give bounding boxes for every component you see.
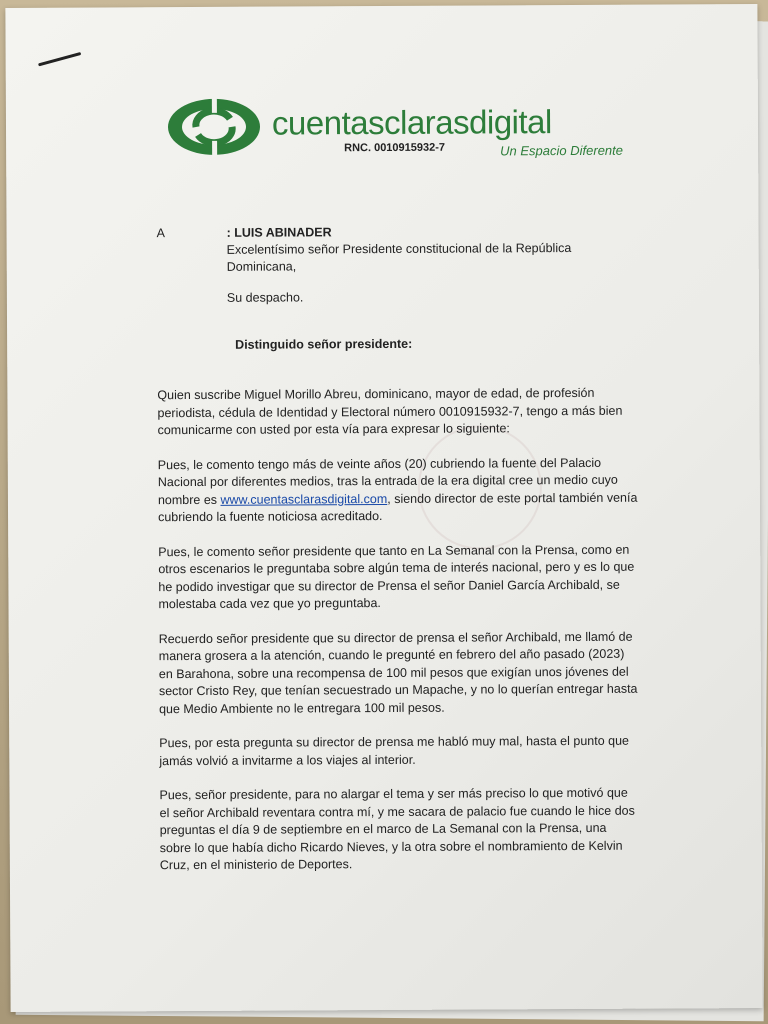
tagline: Un Espacio Diferente	[500, 142, 624, 159]
pen-mark	[38, 52, 81, 67]
addressee-title: Excelentísimo señor Presidente constitucional de la República Dominicana,	[226, 241, 572, 274]
paragraph-2-end: , siendo director de este portal también venía cubriendo la fuente noticiosa acreditado.	[158, 490, 638, 525]
cc-logo-icon	[166, 97, 262, 158]
letter-page	[5, 4, 762, 1012]
paragraph-1: Quien suscribe Miguel Morillo Abreu, dominicano, mayor de edad, de profesión periodista, cédula de Identidad y Electoral número 0010915932-7, tengo a más bien comunicarme con usted por esta vía para expresar lo siguiente:	[157, 385, 623, 438]
letterhead	[166, 93, 646, 168]
website-link[interactable]: www.cuentasclarasdigital.com	[220, 491, 388, 507]
addressee-prefix: A	[156, 226, 165, 241]
paragraph-3: Pues, le comento señor presidente que tanto en La Semanal con la Prensa, como en otros escenarios le preguntaba sobre algún tema de interés nacional, pero y es lo que he podido investigar que su director de Prensa el señor Daniel García Archibald, se molestaba cada vez que yo preguntaba.	[158, 542, 635, 612]
addressee-dispatch: Su despacho.	[226, 290, 304, 305]
addressee-details	[227, 223, 627, 307]
letter-body	[157, 385, 640, 892]
salutation: Distinguido señor presidente:	[235, 336, 413, 352]
paragraph-2-start: Pues, le comento tengo más de veinte años (20) cubriendo la fuente del Palacio Nacional por diferentes medios, tras la entrada de la era digital cree un medio cuyo nombre es	[157, 455, 618, 507]
paragraph-5: Pues, por esta pregunta su director de prensa me habló muy mal, hasta el punto que jamás volvió a invitarme a los viajes al interior.	[159, 733, 629, 768]
paragraph-4: Recuerdo señor presidente que su director de prensa el señor Archibald, me llamó de manera grosera a la atención, cuando le pregunté en febrero del año pasado (2023) en Barahona, sobre una recompensa de 100 mil pesos que exigían unos jóvenes del sector Cristo Rey, que tenían secuestrado un Mapache, y no lo querían entregar hasta que Medio Ambiente no le entregara 100 mil pesos.	[158, 629, 638, 716]
addressee-name: : LUIS ABINADER	[226, 225, 332, 240]
paragraph-2	[158, 454, 638, 527]
brand-name: cuentasclarasdigital	[271, 103, 552, 142]
addressee-block	[156, 223, 597, 305]
paragraph-6: Pues, señor presidente, para no alargar el tema y ser más preciso lo que motivó que el señor Archibald reventara contra mí, y me sacara de palacio fue cuando le hice dos preguntas el día 9 de septiembre en el marco de La Semanal con la Prensa, una sobre lo que había dicho Ricardo Nieves, y la otra sobre el nombramiento de Kelvin Cruz, en el ministerio de Deportes.	[159, 785, 635, 873]
rnc-number: RNC. 0010915932-7	[344, 141, 446, 155]
